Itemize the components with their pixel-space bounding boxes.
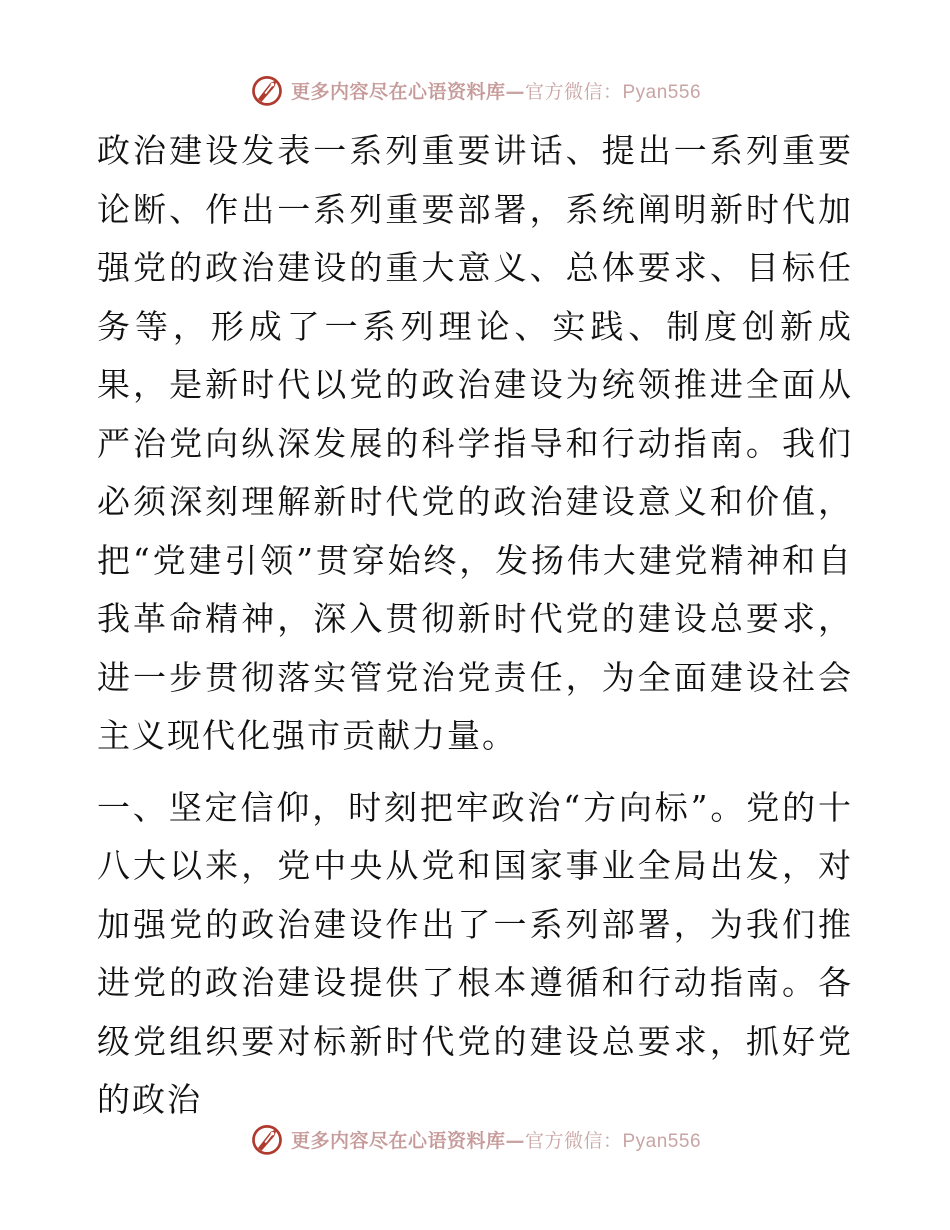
watermark-text-main: 更多内容尽在心语资料库 (290, 80, 506, 103)
watermark-wechat-label: 官方微信： (524, 80, 623, 103)
watermark-wechat-id: Pyan556 (622, 1130, 702, 1152)
watermark-wechat-label: 官方微信： (524, 1129, 623, 1152)
watermark-wechat-id: Pyan556 (622, 81, 702, 103)
footer-watermark (0, 1119, 950, 1159)
watermark-text-main: 更多内容尽在心语资料库 (290, 1129, 506, 1152)
document-body (97, 122, 853, 1130)
watermark-dash: — (505, 1129, 525, 1152)
paragraph-1: 政治建设发表一系列重要讲话、提出一系列重要论断、作出一系列重要部署，系统阐明新时代加强党的政治建设的重大意义、总体要求、目标任务等，形成了一系列理论、实践、制度创新成果，是新时代以党的政治建设为统领推进全面从严治党向纵深发展的科学指导和行动指南。我们必须深刻理解新时代党的政治建设意义和价值，把“党建引领”贯穿始终，发扬伟大建党精神和自我革命精神，深入贯彻新时代党的建设总要求，进一步贯彻落实管党治党责任，为全面建设社会主义现代化强市贡献力量。 (97, 131, 853, 755)
paragraph-2: 一、坚定信仰，时刻把牢政治“方向标”。党的十八大以来，党中央从党和国家事业全局出发，对加强党的政治建设作出了一系列部署，为我们推进党的政治建设提供了根本遵循和行动指南。各级党组织要对标新时代党的建设总要求，抓好党的政治 (97, 787, 853, 1119)
watermark-dash: — (505, 80, 525, 103)
header-watermark (0, 70, 950, 110)
pen-nib-logo-icon (249, 72, 285, 108)
pen-nib-logo-icon (249, 1121, 285, 1157)
